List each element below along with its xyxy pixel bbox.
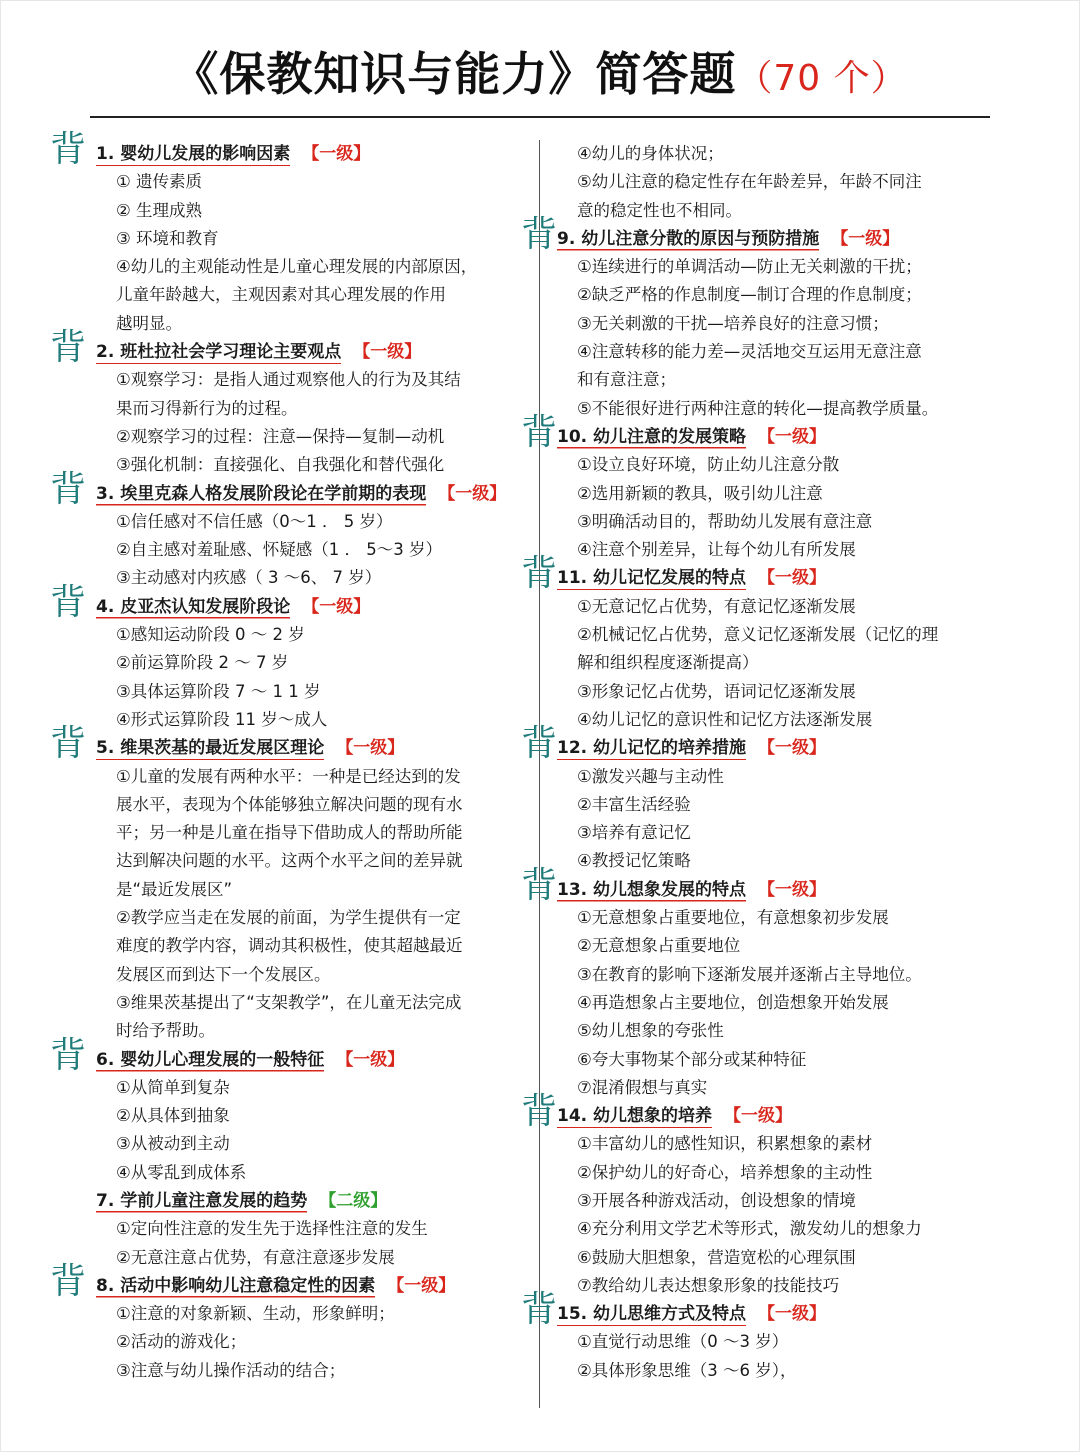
question-title: 14. 幼儿想象的培养 [557,1106,713,1127]
question-block [50,581,526,734]
answer-line: ⑥夸大事物某个部分或某种特征 [577,1049,807,1069]
level-badge: 【一级】 [724,1106,793,1127]
answer-line: ④从零乱到成体系 [116,1162,247,1182]
answer-line: ② 生理成熟 [116,200,203,220]
answer-line: ①注意的对象新颖、生动，形象鲜明； [116,1304,395,1324]
answer-line: ①丰富幼儿的感性知识，积累想象的素材 [577,1134,873,1154]
answer-line: ④再造想象占主要地位，创造想象开始发展 [577,992,889,1012]
question-title: 10. 幼儿注意的发展策略 [557,426,747,447]
question-block [50,723,526,1045]
question-block [521,553,997,734]
answer-line: ②前运算阶段 2 ～ 7 岁 [116,653,289,673]
answer-line: 越明显。 [116,313,182,333]
question-heading [50,1260,526,1302]
level-badge: 【一级】 [758,738,827,759]
level-badge: 【一级】 [438,483,507,504]
question-block [50,468,526,593]
answer-line: 果而习得新行为的过程。 [116,398,298,418]
question-title: 5. 维果茨基的最近发展区理论 [96,738,325,759]
question-heading [521,553,997,595]
question-block [521,1289,997,1385]
answer-line: ④充分利用文学艺术等形式，激发幼儿的想象力 [577,1219,922,1239]
level-badge: 【一级】 [387,1275,456,1296]
question-title: 15. 幼儿思维方式及特点 [557,1304,747,1325]
answer-line: 发展区而到达下一个发展区。 [116,964,331,984]
left-column [50,129,526,1385]
answer-line: ①无意记忆占优势，有意记忆逐渐发展 [577,596,856,616]
answer-line: ②选用新颖的教具，吸引幼儿注意 [577,483,823,503]
question-block [521,723,997,875]
level-badge: 【一级】 [302,144,371,164]
level-badge: 【一级】 [758,1304,827,1325]
memorize-marker: 背 [521,723,558,765]
answer-line: ③ 环境和教育 [116,228,219,248]
memorize-marker: 背 [50,1034,87,1076]
answer-line: ①无意想象占重要地位，有意想象初步发展 [577,908,889,928]
memorize-marker: 背 [521,1091,558,1133]
answer-line: ②机械记忆占优势，意义记忆逐渐发展（记忆的理 [577,625,939,645]
level-badge: 【一级】 [353,342,422,363]
question-block [557,140,997,225]
question-heading [50,581,526,623]
answer-line: ④幼儿的主观能动性是儿童心理发展的内部原因， [116,257,478,277]
answer-line: ①观察学习：是指人通过观察他人的行为及其结 [116,370,461,390]
answer-line: ①从简单到复杂 [116,1077,230,1097]
answer-line: 意的稳定性也不相同。 [577,200,742,220]
page-title [0,38,1080,104]
question-title: 7. 学前儿童注意发展的趋势 [96,1190,308,1211]
answer-line: ③在教育的影响下逐渐发展并逐渐占主导地位。 [577,964,922,984]
answer-line: ③形象记忆占优势，语词记忆逐渐发展 [577,681,856,701]
title-count: （70 个） [736,58,908,99]
answer-line: ②从具体到抽象 [116,1106,230,1126]
answer-line: 是“最近发展区” [116,879,233,899]
memorize-marker: 背 [50,581,87,623]
answer-line: ②缺乏严格的作息制度—制订合理的作息制度； [577,285,922,305]
answer-line: 难度的教学内容，调动其积极性，使其超越最近 [116,936,463,956]
level-badge: 【一级】 [336,1049,405,1070]
question-heading [521,1289,997,1331]
level-badge: 【一级】 [758,879,827,900]
answer-line: ②具体形象思维（3 ～6 岁）， [577,1360,797,1380]
question-block [521,213,997,423]
memorize-marker: 背 [521,864,558,906]
question-heading [96,1187,526,1215]
answer-line: ③从被动到主动 [116,1134,230,1154]
memorize-marker: 背 [521,553,558,595]
answer-line: ②无意想象占重要地位 [577,936,741,956]
level-badge: 【一级】 [758,426,827,447]
answer-line: ⑥鼓励大胆想象，营造宽松的心理氛围 [577,1247,856,1267]
answer-line: ⑤幼儿注意的稳定性存在年龄差异，年龄不同注 [577,172,922,192]
answer-line: 达到解决问题的水平。这两个水平之间的差异就 [116,851,463,871]
question-block [521,411,997,564]
question-block [50,1260,526,1385]
answer-line: ①设立良好环境，防止幼儿注意分散 [577,455,840,475]
answer-line: ③无关刺激的干扰—培养良好的注意习惯； [577,313,889,333]
question-block [50,1034,526,1187]
answer-line: ③培养有意记忆 [577,823,691,843]
answer-line: ④注意转移的能力差—灵活地交互运用无意注意 [577,342,922,362]
right-column [521,140,997,1385]
question-block [521,864,997,1102]
answer-line: ②自主感对羞耻感、怀疑感（1 ． 5～3 岁） [116,540,443,560]
title-underline [90,116,990,118]
question-title: 3. 埃里克森人格发展阶段论在学前期的表现 [96,483,427,504]
question-title: 4. 皮亚杰认知发展阶段论 [96,596,291,617]
answer-line: ②保护幼儿的好奇心，培养想象的主动性 [577,1162,873,1182]
memorize-marker: 背 [50,1260,87,1302]
answer-line: ②活动的游戏化； [116,1332,247,1352]
column-divider [539,140,540,1408]
title-main: 《保教知识与能力》简答题 [172,47,737,101]
question-title: 13. 幼儿想象发展的特点 [557,879,747,900]
question-heading [50,1034,526,1076]
question-title: 12. 幼儿记忆的培养措施 [557,738,747,759]
answer-line: 和有意注意； [577,370,676,390]
answer-line: ④注意个别差异，让每个幼儿有所发展 [577,540,856,560]
question-title: 1. 婴幼儿发展的影响因素 [96,144,291,164]
answer-line: ①激发兴趣与主动性 [577,766,724,786]
answer-line: ①感知运动阶段 0 ～ 2 岁 [116,625,305,645]
answer-line: 时给予帮助。 [116,1021,215,1041]
memorize-marker: 背 [521,213,558,255]
question-title: 8. 活动中影响幼儿注意稳定性的因素 [96,1275,376,1296]
memorize-marker: 背 [50,327,87,369]
memorize-marker: 背 [521,1289,558,1331]
answer-line: ③具体运算阶段 7 ～ 1 1 岁 [116,681,321,701]
memorize-marker: 背 [50,129,87,170]
answer-line: ⑤不能很好进行两种注意的转化—提高教学质量。 [577,398,939,418]
question-heading [50,468,526,510]
answer-line: ①直觉行动思维（0 ～3 岁） [577,1332,789,1352]
answer-line: ④幼儿记忆的意识性和记忆方法逐渐发展 [577,709,873,729]
question-heading [521,411,997,453]
question-block [521,1091,997,1300]
answer-line: ③注意与幼儿操作活动的结合； [116,1360,346,1380]
question-heading [50,723,526,765]
question-heading [50,327,526,369]
answer-line: ③维果茨基提出了“支架教学”，在儿童无法完成 [116,992,462,1012]
memorize-marker: 背 [50,468,87,510]
level-badge: 【一级】 [336,738,405,759]
answer-line: 展水平，表现为个体能够独立解决问题的现有水 [116,794,463,814]
memorize-marker: 背 [50,723,87,765]
question-block [50,129,526,338]
question-heading [521,723,997,765]
question-heading [521,864,997,906]
question-title: 11. 幼儿记忆发展的特点 [557,568,747,589]
answer-line: ③主动感对内疚感（ 3 ～6、 7 岁） [116,568,382,588]
answer-line: ①连续进行的单调活动—防止无关刺激的干扰； [577,257,922,277]
question-heading [521,1091,997,1133]
answer-line: 平；另一种是儿童在指导下借助成人的帮助所能 [116,823,463,843]
answer-line: ①定向性注意的发生先于选择性注意的发生 [116,1219,428,1239]
answer-line: ⑤幼儿想象的夸张性 [577,1021,724,1041]
answer-line: ⑦混淆假想与真实 [577,1077,708,1097]
level-badge: 【二级】 [319,1190,388,1211]
answer-line: ④幼儿的身体状况； [577,144,724,163]
answer-line: ④教授记忆策略 [577,851,691,871]
level-badge: 【一级】 [758,568,827,589]
answer-line: ①信任感对不信任感（0～1 ． 5 岁） [116,511,393,531]
question-title: 6. 婴幼儿心理发展的一般特征 [96,1049,325,1070]
question-heading [521,213,997,255]
answer-line: ③明确活动目的，帮助幼儿发展有意注意 [577,511,873,531]
question-block [96,1187,526,1272]
level-badge: 【一级】 [302,596,371,617]
answer-line: ⑦教给幼儿表达想象形象的技能技巧 [577,1275,840,1295]
answer-line: ①儿童的发展有两种水平：一种是已经达到的发 [116,766,461,786]
answer-line: ③开展各种游戏活动，创设想象的情境 [577,1190,856,1210]
answer-line: 儿童年龄越大，主观因素对其心理发展的作用 [116,285,446,305]
question-heading [50,129,526,170]
question-block [50,327,526,479]
answer-line: ③强化机制：直接强化、自我强化和替代强化 [116,455,445,475]
answer-line: ① 遗传素质 [116,172,203,192]
answer-line: ②教学应当走在发展的前面，为学生提供有一定 [116,908,461,928]
question-title: 9. 幼儿注意分散的原因与预防措施 [557,228,820,249]
memorize-marker: 背 [521,411,558,453]
answer-line: ④形式运算阶段 11 岁～成人 [116,709,328,729]
answer-line: ②无意注意占优势，有意注意逐步发展 [116,1247,395,1267]
answer-line: ②观察学习的过程：注意—保持—复制—动机 [116,426,445,446]
answer-line: ②丰富生活经验 [577,794,691,814]
question-title: 2. 班杜拉社会学习理论主要观点 [96,342,342,363]
answer-line: 解和组织程度逐渐提高） [577,653,759,673]
level-badge: 【一级】 [831,228,900,249]
